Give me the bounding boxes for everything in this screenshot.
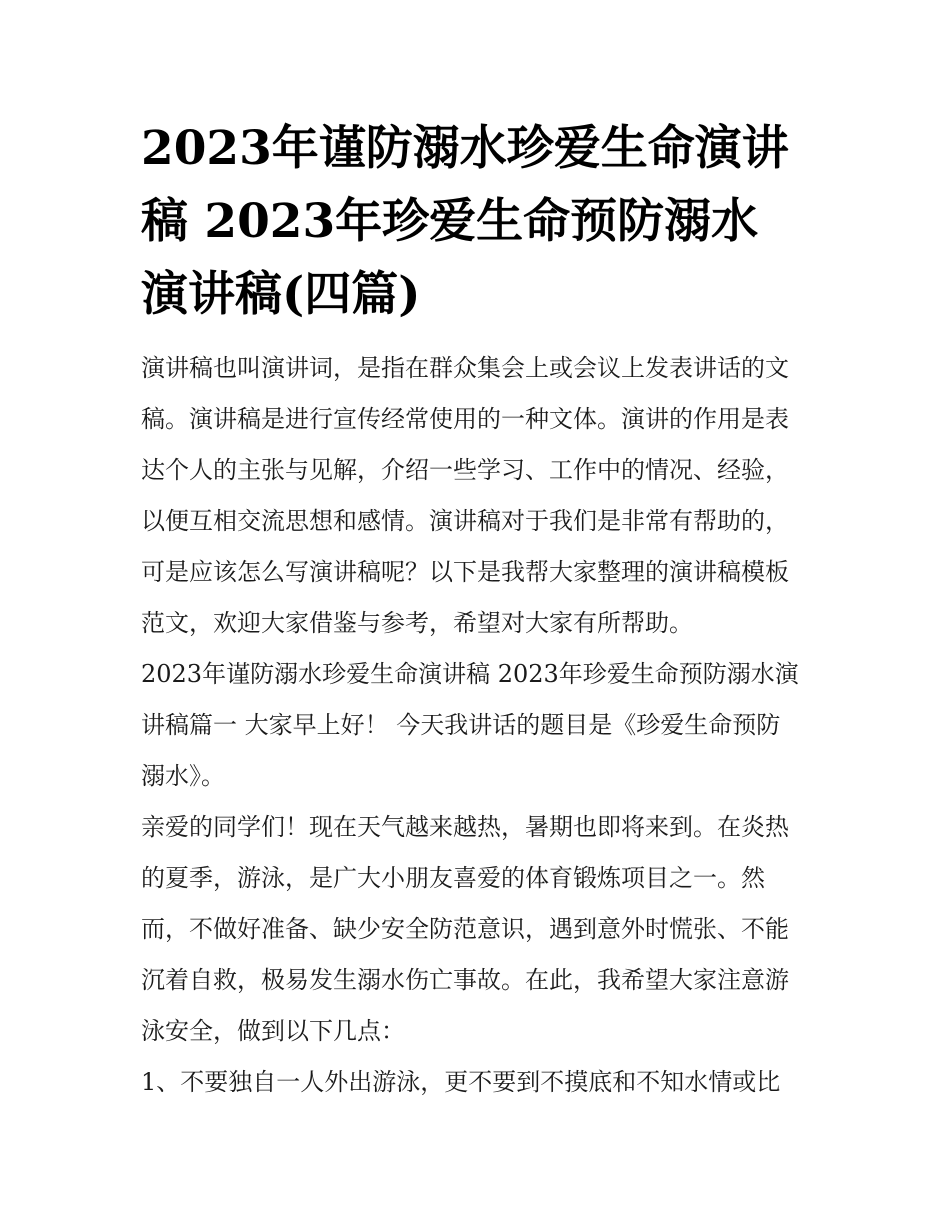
text-line: 2023年谨防溺水珍爱生命演讲稿 2023年珍爱生命预防溺水演 [141,660,799,688]
text-line: 1、不要独自一人外出游泳，更不要到不摸底和不知水情或比 [141,1068,781,1096]
text-line: 溺水》。 [141,762,225,790]
text-line: 泳安全，做到以下几点： [141,1017,405,1045]
title-line: 演讲稿(四篇) [141,267,421,322]
text-line: 讲稿篇一 大家早上好！ 今天我讲话的题目是《珍爱生命预防 [141,711,781,739]
text-line: 达个人的主张与见解，介绍一些学习、工作中的情况、经验， [141,456,789,484]
text-line: 稿。演讲稿是进行宣传经常使用的一种文体。演讲的作用是表 [141,405,789,433]
text-line: 演讲稿也叫演讲词，是指在群众集会上或会议上发表讲话的文 [141,354,789,382]
text-line: 而，不做好准备、缺少安全防范意识，遇到意外时慌张、不能 [141,915,789,943]
text-line: 可是应该怎么写演讲稿呢？以下是我帮大家整理的演讲稿模板 [141,558,789,586]
speech-body-paragraph [141,802,813,1057]
document-title [141,112,813,331]
title-line: 稿 2023年珍爱生命预防溺水 [141,194,759,249]
text-line: 以便互相交流思想和感情。演讲稿对于我们是非常有帮助的， [141,507,789,535]
text-line: 沉着自救，极易发生溺水伤亡事故。在此，我希望大家注意游 [141,966,789,994]
text-line: 亲爱的同学们！现在天气越来越热，暑期也即将来到。在炎热 [141,813,789,841]
title-line: 2023年谨防溺水珍爱生命演讲 [141,121,789,176]
document-page [141,112,813,1108]
text-line: 范文，欢迎大家借鉴与参考，希望对大家有所帮助。 [141,609,693,637]
intro-paragraph [141,343,813,649]
speech-heading-paragraph [141,649,813,802]
document-body [141,343,813,1108]
text-line: 的夏季，游泳，是广大小朋友喜爱的体育锻炼项目之一。然 [141,864,765,892]
list-item-paragraph [141,1057,813,1108]
